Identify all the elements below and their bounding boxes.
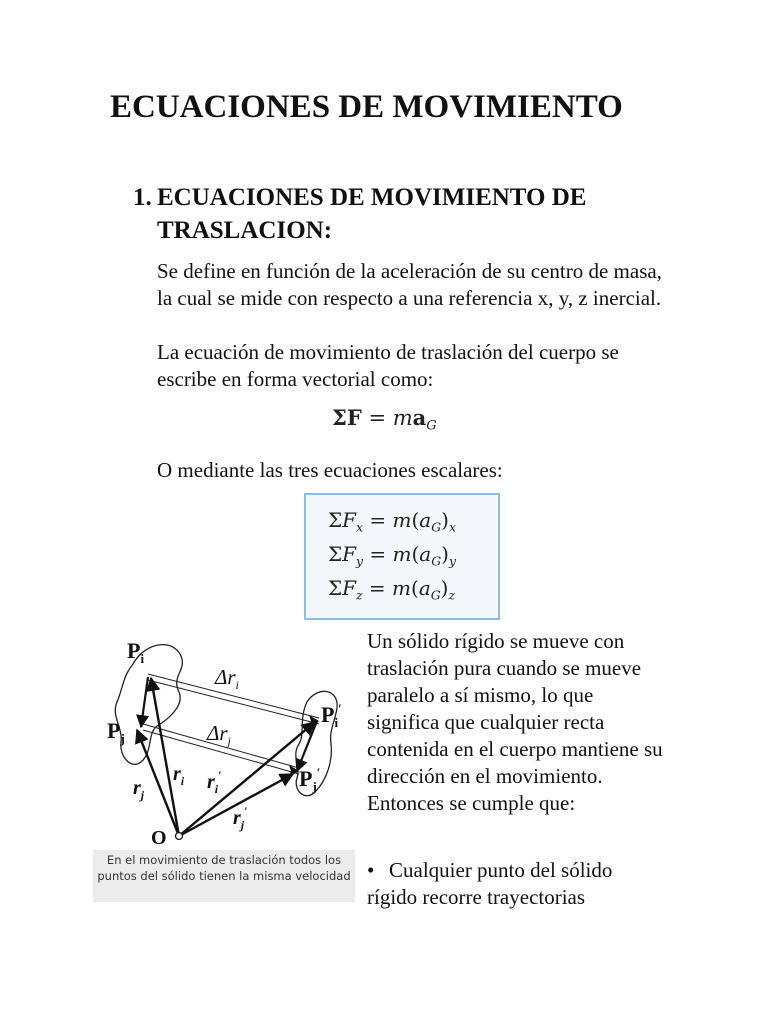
section-number: 1. — [133, 184, 152, 211]
equation-x: $\Sigma F_x = m(a_G)_x$ — [328, 508, 456, 535]
section-heading — [157, 181, 717, 247]
equation-y: $\Sigma F_y = m(a_G)_y$ — [328, 542, 456, 569]
section-heading-text: ECUACIONES DE MOVIMIENTO DE TRASLACION: — [157, 184, 587, 244]
label-pi: $P_i$ — [127, 638, 145, 666]
paragraph-definition: Se define en función de la aceleración de su centro de masa, la cual se mide con respecto a una referencia x, y, z inercial. — [157, 259, 662, 310]
vector-ri — [151, 678, 179, 836]
label-pj-prime: $P_j'$ — [299, 765, 321, 794]
vector-ri-prime — [179, 722, 315, 836]
paragraph-vector-intro: La ecuación de movimiento de traslación del cuerpo se escribe en forma vectorial como: — [157, 340, 619, 391]
page-title: ECUACIONES DE MOVIMIENTO — [110, 89, 623, 125]
bullet-symbol: • — [367, 858, 375, 882]
paragraph-translation: Un sólido rígido se mueve con traslación pura cuando se mueve paralelo a sí mismo, lo que significa que cualquier recta contenida en el cuerpo mantiene su dirección en el movimiento. Entonces se cumple que: — [367, 629, 663, 815]
paragraph-scalar-intro: O mediante las tres ecuaciones escalares: — [157, 458, 503, 482]
scalar-equations-box — [304, 493, 500, 620]
bullet-item — [367, 857, 667, 911]
label-rj-prime: $r_j'$ — [233, 804, 248, 832]
label-pi-prime: $P_i'$ — [321, 701, 342, 730]
label-delta-rj: $\Delta r_j$ — [207, 721, 231, 748]
equation-z: $\Sigma F_z = m(a_G)_z$ — [328, 576, 456, 603]
vector-equation: $\Sigma F = ma_G$ — [332, 405, 437, 434]
label-delta-ri: $\Delta r_i$ — [215, 665, 239, 692]
label-ri: $r_i$ — [173, 763, 185, 788]
label-origin: O — [151, 827, 167, 849]
label-ri-prime: $r_i'$ — [207, 768, 222, 796]
bullet-text: Cualquier punto del sólido rígido recorre trayectorias — [367, 858, 613, 909]
label-pj: $P_j$ — [107, 718, 125, 746]
figure-caption: En el movimiento de traslación todos los puntos del sólido tienen la misma velocidad — [93, 850, 355, 902]
body-initial-outline — [115, 645, 182, 765]
label-rj: $r_j$ — [133, 777, 145, 802]
translation-diagram — [93, 630, 355, 850]
